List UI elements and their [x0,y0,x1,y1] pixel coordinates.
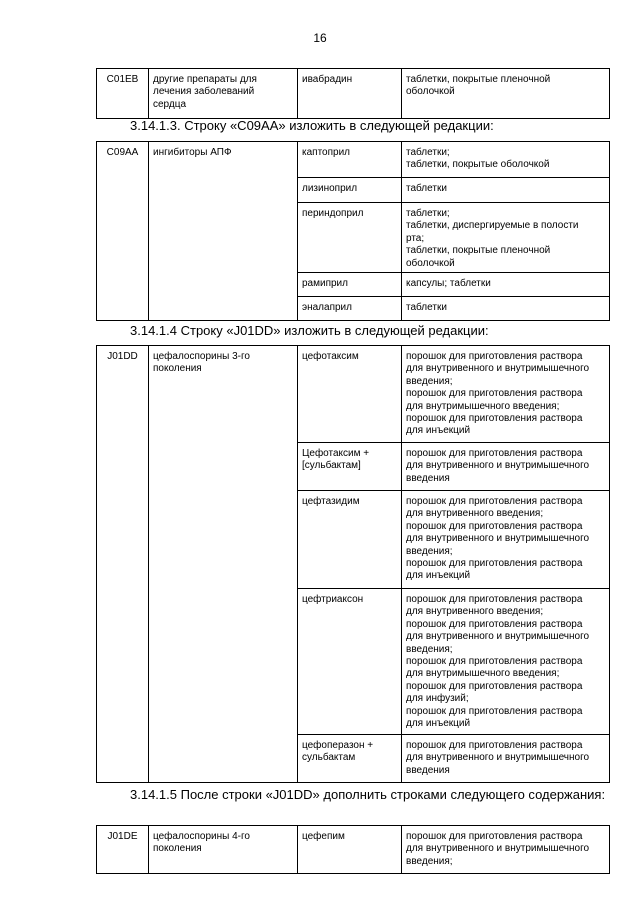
page-number: 16 [313,31,327,45]
atc-code-cell: C01EB [97,69,149,119]
drug-cell: цефотаксим [298,346,402,443]
table-row [97,826,610,874]
group-cell: другие препараты для лечения заболеваний сердца [149,69,298,119]
table-row [97,346,610,443]
atc-code-cell: J01DE [97,826,149,874]
atc-code-cell: J01DD [97,346,149,783]
form-cell: порошок для приготовления раствора для внутривенного введения; порошок для приготовления раствора для внутривенного и внутримышечного введения; порошок для приготовления раствора для внутримышечного введения; порошок для приготовления раствора для инфузий; порошок для приготовления раствора для инъекций [402,589,610,735]
drug-cell: Цефотаксим + [сульбактам] [298,443,402,491]
drug-cell: цефтриаксон [298,589,402,735]
form-cell: порошок для приготовления раствора для внутривенного введения; порошок для приготовления раствора для внутривенного и внутримышечного введения; порошок для приготовления раствора для инъекций [402,491,610,589]
paragraph-3-14-1-5: 3.14.1.5 После строки «J01DD» дополнить строками следующего содержания: [130,787,606,802]
form-cell: порошок для приготовления раствора для внутривенного и внутримышечного введения [402,735,610,783]
form-cell: капсулы; таблетки [402,273,610,297]
form-cell: таблетки, покрытые пленочной оболочкой [402,69,610,119]
drug-cell: ивабрадин [298,69,402,119]
atc-code-cell: C09AA [97,142,149,321]
group-cell: цефалоспорины 3-го поколения [149,346,298,783]
form-cell: таблетки [402,178,610,203]
drug-cell: лизиноприл [298,178,402,203]
table-row [97,142,610,178]
drug-cell: цефтазидим [298,491,402,589]
group-cell: цефалоспорины 4-го поколения [149,826,298,874]
paragraph-3-14-1-3: 3.14.1.3. Строку «C09AA» изложить в следующей редакции: [130,118,494,133]
drug-cell: каптоприл [298,142,402,178]
form-cell: порошок для приготовления раствора для внутривенного и внутримышечного введения [402,443,610,491]
group-cell: ингибиторы АПФ [149,142,298,321]
drug-cell: эналаприл [298,297,402,321]
drug-table-c01eb [96,68,610,119]
drug-cell: цефепим [298,826,402,874]
drug-cell: рамиприл [298,273,402,297]
paragraph-3-14-1-4: 3.14.1.4 Строку «J01DD» изложить в следующей редакции: [130,323,489,338]
form-cell: таблетки; таблетки, покрытые оболочкой [402,142,610,178]
drug-table-c09aa [96,141,610,321]
drug-table-j01de [96,825,610,874]
form-cell: таблетки [402,297,610,321]
form-cell: таблетки; таблетки, диспергируемые в полости рта; таблетки, покрытые пленочной оболочкой [402,203,610,273]
form-cell: порошок для приготовления раствора для внутривенного и внутримышечного введения; порошок для приготовления раствора для внутримышечного введения; порошок для приготовления раствора для инъекций [402,346,610,443]
drug-table-j01dd [96,345,610,783]
table-row [97,69,610,119]
drug-cell: периндоприл [298,203,402,273]
form-cell: порошок для приготовления раствора для внутривенного и внутримышечного введения; [402,826,610,874]
drug-cell: цефоперазон + сульбактам [298,735,402,783]
